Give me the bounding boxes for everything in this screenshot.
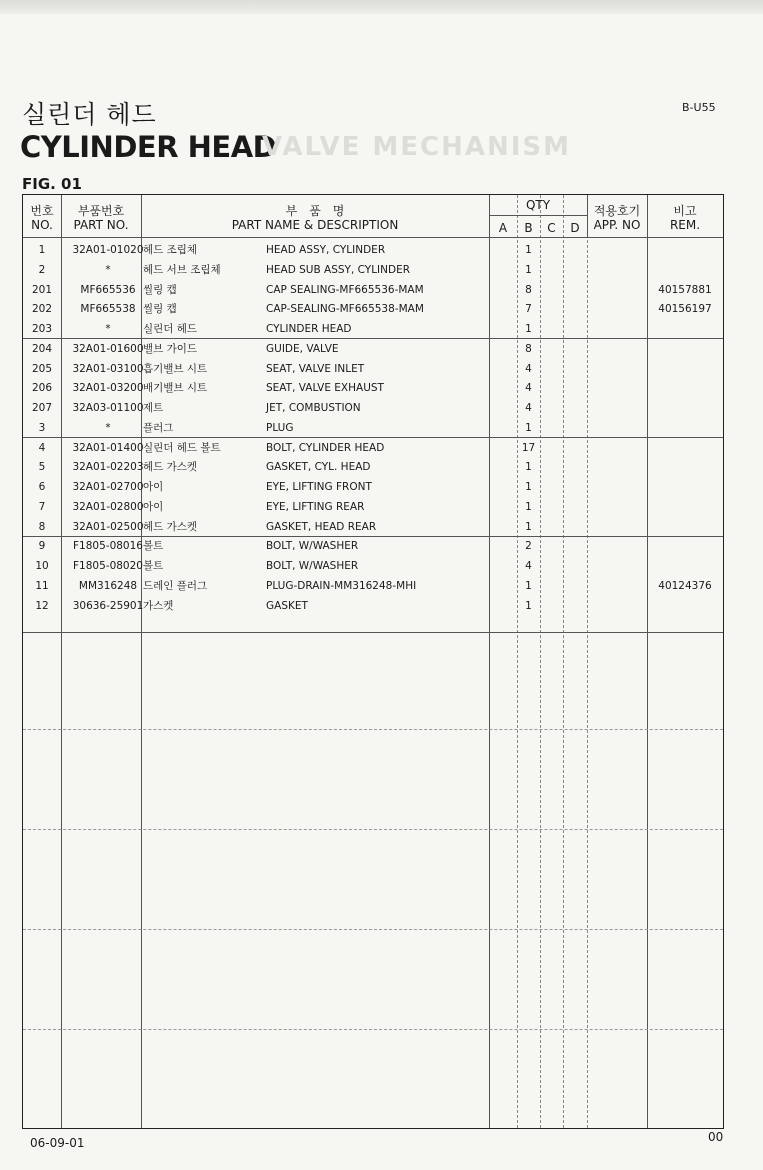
row-part-no: 32A01-01600 xyxy=(72,343,144,355)
row-part-no: 32A01-01400 xyxy=(72,442,144,454)
row-qty-b: 4 xyxy=(525,382,532,394)
group-divider xyxy=(23,338,723,339)
row-name-ko: 플러그 xyxy=(143,422,174,434)
row-name-ko: 실린더 헤드 xyxy=(143,323,198,335)
show-through-watermark: VALVE MECHANISM xyxy=(262,132,572,162)
row-number: 5 xyxy=(38,461,46,473)
page-id: B-U55 xyxy=(682,101,716,114)
col-header-no xyxy=(23,204,61,232)
row-name-en: BOLT, W/WASHER xyxy=(266,560,359,572)
row-part-no: MF665536 xyxy=(80,284,136,296)
col-header-name xyxy=(141,204,489,232)
row-name-en: GASKET xyxy=(266,600,308,612)
row-qty-b: 2 xyxy=(525,540,532,552)
row-name-en: GUIDE, VALVE xyxy=(266,343,339,355)
row-qty-b: 1 xyxy=(525,264,532,276)
col-header-rem-en: REM. xyxy=(669,218,701,232)
row-part-no: 32A01-02700 xyxy=(72,481,144,493)
col-header-no-en: NO. xyxy=(31,218,53,232)
row-part-no: 32A01-03100 xyxy=(72,363,144,375)
row-number: 206 xyxy=(31,382,53,394)
row-part-no: 32A01-03200 xyxy=(72,382,144,394)
grid-line xyxy=(489,195,490,1128)
row-number: 10 xyxy=(35,560,49,572)
row-number: 2 xyxy=(38,264,46,276)
row-name-ko: 헤드 조립체 xyxy=(143,244,198,256)
col-header-qty: QTY xyxy=(525,198,551,212)
col-header-part xyxy=(61,204,141,232)
row-name-ko: 가스켓 xyxy=(143,600,174,612)
row-part-no: 30636-25901 xyxy=(72,600,144,612)
row-name-en: HEAD ASSY, CYLINDER xyxy=(266,244,386,256)
group-divider xyxy=(23,729,723,730)
row-part-no: MF665538 xyxy=(80,303,136,315)
row-part-no: F1805-08016 xyxy=(73,540,143,552)
row-part-no: * xyxy=(105,422,111,434)
row-qty-b: 1 xyxy=(525,244,532,256)
row-number: 207 xyxy=(31,402,53,414)
row-part-no: 32A01-01020 xyxy=(72,244,144,256)
col-header-qty-c: C xyxy=(547,221,556,235)
row-name-en: BOLT, W/WASHER xyxy=(266,540,359,552)
row-number: 1 xyxy=(38,244,46,256)
header-divider xyxy=(23,237,723,238)
col-header-part-en: PART NO. xyxy=(73,218,129,232)
row-part-no: 32A03-01100 xyxy=(72,402,144,414)
row-remark: 40157881 xyxy=(658,284,712,296)
row-name-en: EYE, LIFTING REAR xyxy=(266,501,365,513)
row-remark: 40124376 xyxy=(658,580,712,592)
grid-line xyxy=(647,195,648,1128)
col-header-qty-a: A xyxy=(498,221,508,235)
row-name-ko: 헤드 가스켓 xyxy=(143,521,198,533)
row-part-no: 32A01-02203 xyxy=(72,461,144,473)
row-name-en: HEAD SUB ASSY, CYLINDER xyxy=(266,264,411,276)
grid-line xyxy=(563,195,564,1128)
row-qty-b: 1 xyxy=(525,481,532,493)
row-number: 6 xyxy=(38,481,46,493)
row-qty-b: 1 xyxy=(525,600,532,612)
row-number: 12 xyxy=(35,600,49,612)
col-header-rem xyxy=(647,204,723,232)
row-qty-b: 1 xyxy=(525,501,532,513)
page-number: 00 xyxy=(708,1130,724,1144)
row-name-en: CYLINDER HEAD xyxy=(266,323,352,335)
scan-top-band xyxy=(0,0,763,14)
row-name-ko: 밸브 가이드 xyxy=(143,343,198,355)
row-number: 202 xyxy=(31,303,53,315)
row-name-en: EYE, LIFTING FRONT xyxy=(266,481,372,493)
row-name-ko: 아이 xyxy=(143,481,164,493)
col-header-qty-b: B xyxy=(524,221,533,235)
row-qty-b: 4 xyxy=(525,363,532,375)
row-name-en: CAP SEALING-MF665536-MAM xyxy=(266,284,424,296)
col-header-name-ko: 부 품 명 xyxy=(285,204,345,218)
row-name-en: PLUG xyxy=(266,422,294,434)
col-header-app-ko: 적용호기 xyxy=(593,204,641,218)
group-divider xyxy=(23,632,723,633)
col-header-qty-d: D xyxy=(570,221,580,235)
row-name-ko: 아이 xyxy=(143,501,164,513)
row-part-no: 32A01-02500 xyxy=(72,521,144,533)
row-name-ko: 헤드 가스켓 xyxy=(143,461,198,473)
row-name-ko: 실린더 헤드 볼트 xyxy=(143,442,221,454)
row-number: 3 xyxy=(38,422,46,434)
row-number: 8 xyxy=(38,521,46,533)
row-name-en: SEAT, VALVE EXHAUST xyxy=(266,382,384,394)
row-number: 203 xyxy=(31,323,53,335)
figure-label: FIG. 01 xyxy=(22,175,82,193)
row-part-no: * xyxy=(105,323,111,335)
grid-line xyxy=(540,195,541,1128)
row-name-ko: 드레인 플러그 xyxy=(143,580,208,592)
col-header-rem-ko: 비고 xyxy=(673,204,697,218)
row-qty-b: 17 xyxy=(521,442,536,454)
row-name-en: BOLT, CYLINDER HEAD xyxy=(266,442,385,454)
row-part-no: MM316248 xyxy=(78,580,138,592)
row-number: 7 xyxy=(38,501,46,513)
page-title-korean: 실린더 헤드 xyxy=(22,100,157,129)
footer-date: 06-09-01 xyxy=(30,1136,85,1150)
row-name-en: CAP-SEALING-MF665538-MAM xyxy=(266,303,424,315)
col-header-app-en: APP. NO xyxy=(593,218,641,232)
row-qty-b: 8 xyxy=(525,284,532,296)
page-title: CYLINDER HEAD xyxy=(20,130,277,164)
col-header-no-ko: 번호 xyxy=(30,204,54,218)
row-part-no: * xyxy=(105,264,111,276)
row-name-en: GASKET, HEAD REAR xyxy=(266,521,377,533)
row-remark: 40156197 xyxy=(658,303,712,315)
row-name-ko: 씰링 캡 xyxy=(143,284,177,296)
row-number: 204 xyxy=(31,343,53,355)
col-header-name-en: PART NAME & DESCRIPTION xyxy=(231,218,399,232)
row-name-ko: 씰링 캡 xyxy=(143,303,177,315)
row-qty-b: 1 xyxy=(525,521,532,533)
group-divider xyxy=(23,437,723,438)
row-name-ko: 흡기밸브 시트 xyxy=(143,363,208,375)
row-qty-b: 1 xyxy=(525,323,532,335)
row-name-ko: 제트 xyxy=(143,402,164,414)
group-divider xyxy=(23,929,723,930)
col-header-part-ko: 부품번호 xyxy=(77,204,125,218)
qty-divider xyxy=(489,215,587,216)
row-number: 205 xyxy=(31,363,53,375)
row-qty-b: 4 xyxy=(525,402,532,414)
grid-line xyxy=(587,195,588,1128)
row-part-no: F1805-08020 xyxy=(73,560,143,572)
row-number: 201 xyxy=(31,284,53,296)
row-name-en: PLUG-DRAIN-MM316248-MHI xyxy=(266,580,417,592)
row-part-no: 32A01-02800 xyxy=(72,501,144,513)
row-name-en: GASKET, CYL. HEAD xyxy=(266,461,371,473)
row-name-ko: 볼트 xyxy=(143,540,164,552)
group-divider xyxy=(23,829,723,830)
row-name-ko: 배기밸브 시트 xyxy=(143,382,208,394)
row-qty-b: 1 xyxy=(525,422,532,434)
col-header-app xyxy=(587,204,647,232)
row-qty-b: 8 xyxy=(525,343,532,355)
row-qty-b: 4 xyxy=(525,560,532,572)
row-qty-b: 7 xyxy=(525,303,532,315)
group-divider xyxy=(23,536,723,537)
row-qty-b: 1 xyxy=(525,580,532,592)
group-divider xyxy=(23,1029,723,1030)
row-number: 9 xyxy=(38,540,46,552)
row-name-en: SEAT, VALVE INLET xyxy=(266,363,365,375)
row-name-en: JET, COMBUSTION xyxy=(266,402,361,414)
row-qty-b: 1 xyxy=(525,461,532,473)
row-number: 11 xyxy=(35,580,49,592)
row-name-ko: 헤드 서브 조립체 xyxy=(143,264,221,276)
parts-table xyxy=(22,194,724,1129)
row-number: 4 xyxy=(38,442,46,454)
row-name-ko: 볼트 xyxy=(143,560,164,572)
